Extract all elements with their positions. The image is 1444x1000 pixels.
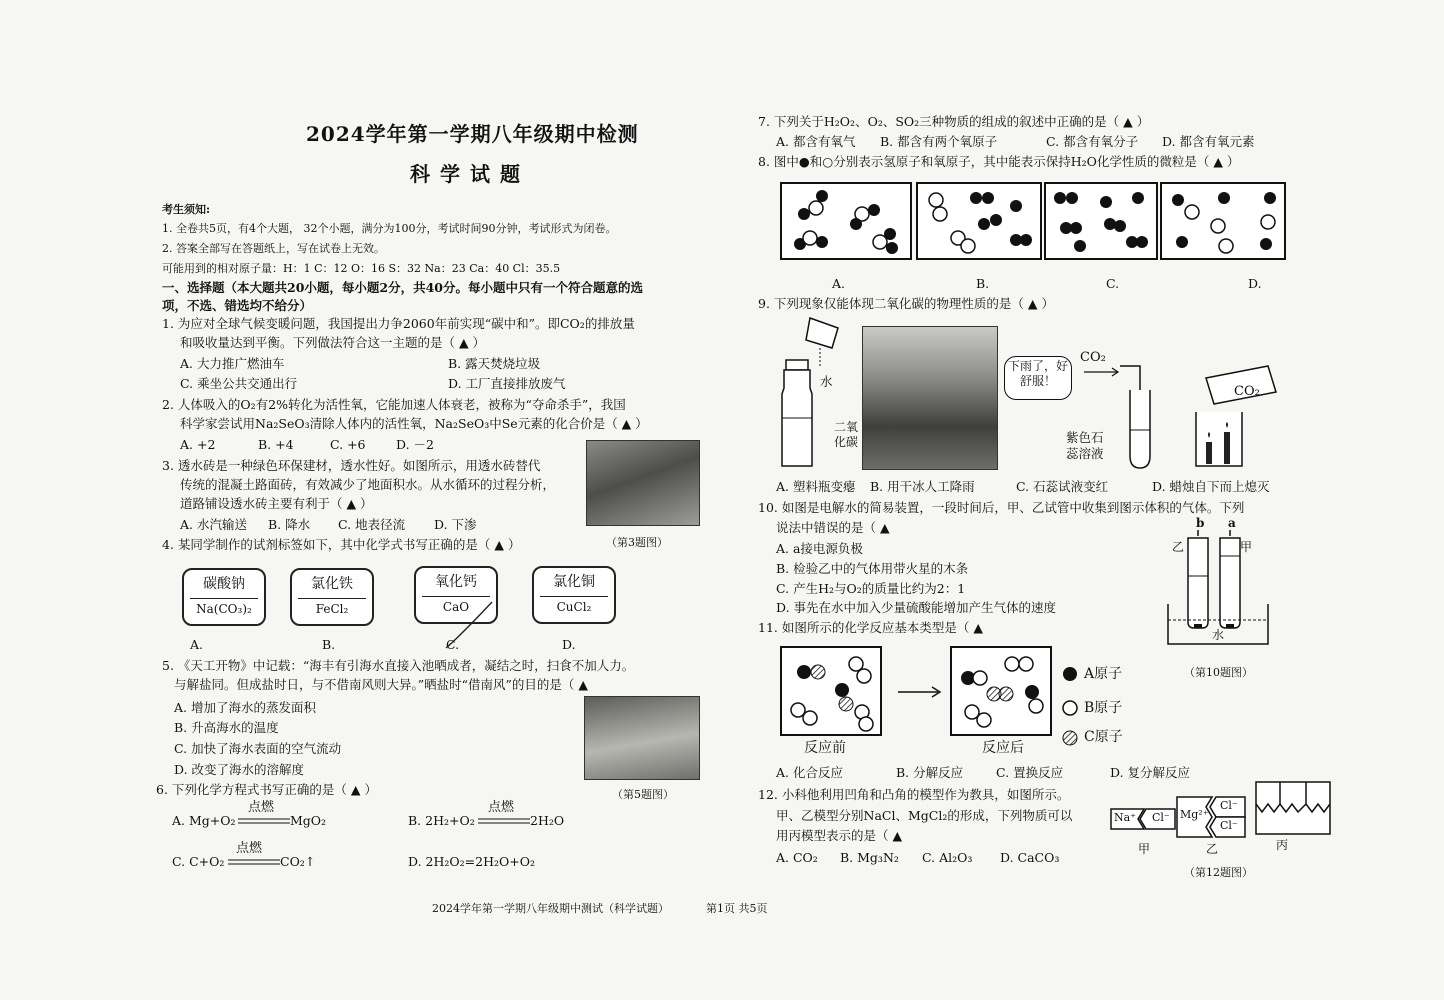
electrode-a-label: a	[1228, 516, 1236, 530]
q9-option-b: B. 用干冰人工降雨	[870, 479, 975, 494]
q12-option-d: D. CaCO₃	[1000, 850, 1060, 865]
q8-option-b: B.	[976, 276, 990, 291]
q11-stem: 11. 如图所示的化学反应基本类型是（ ▲	[758, 620, 983, 635]
q9-co2-label: CO₂	[1080, 350, 1106, 365]
q10-option-a: A. a接电源负极	[776, 541, 863, 556]
q8-option-c: C.	[1106, 276, 1120, 291]
q3-option-b: B. 降水	[268, 517, 311, 532]
cl-ion: Cl⁻	[1152, 811, 1170, 824]
q5-caption: （第5题图）	[612, 788, 674, 801]
notice-item-2: 2. 答案全部写在答题纸上，写在试卷上无效。	[162, 242, 385, 255]
legend-a: A原子	[1084, 666, 1123, 682]
q6-option-b-right: 2H₂O	[530, 813, 565, 828]
q3-option-c: C. 地表径流	[338, 517, 406, 532]
speech-bubble: 下雨了，好舒服！	[1004, 356, 1072, 400]
q1-option-b: B. 露天焚烧垃圾	[448, 356, 541, 371]
after-label: 反应后	[982, 740, 1024, 756]
q12-stem: 12. 小科他利用凹角和凸角的模型作为教具，如图所示。	[758, 787, 1070, 802]
q6-option-c-right: CO₂↑	[280, 854, 316, 869]
q8-box-a	[780, 182, 912, 260]
q8-stem: 8. 图中●和○分别表示氢原子和氧原子，其中能表示保持H₂O化学性质的微粒是（ ▲ ）	[758, 154, 1240, 169]
notice-heading: 考生须知:	[162, 203, 211, 216]
reagent-name: 氯化铁	[311, 576, 353, 592]
reagent-formula: CaO	[442, 600, 470, 614]
q1-stem-2: 和吸收量达到平衡。下列做法符合这一主题的是（ ▲ ）	[180, 335, 486, 350]
model-bing	[1254, 780, 1332, 836]
molecule-diagram	[782, 184, 910, 258]
molecule-diagram	[918, 184, 1040, 258]
legend-icons	[1060, 664, 1080, 750]
q6-option-c-left: C. C+O₂	[172, 854, 225, 869]
q2-stem: 2. 人体吸入的O₂有2%转化为活性氧，它能加速人体衰老，被称为“夺命杀手”，我国	[162, 397, 626, 412]
q10-option-c: C. 产生H₂与O₂的质量比约为2：1	[776, 581, 966, 596]
label-bing: 丙	[1276, 838, 1289, 852]
q2-option-c: C. +6	[330, 437, 366, 452]
reagent-name: 氯化铜	[553, 574, 595, 590]
q3-stem-3: 道路铺设透水砖主要有利于（ ▲ ）	[180, 496, 373, 511]
equals-line	[228, 859, 280, 865]
q10-option-b: B. 检验乙中的气体用带火星的木条	[776, 561, 969, 576]
q8-box-b	[916, 182, 1042, 260]
pen-mark	[440, 596, 500, 656]
q11-option-a: A. 化合反应	[776, 765, 843, 780]
notice-item-1: 1. 全卷共5页，有4个大题， 32个小题，满分为100分，考试时间90分钟，考试形式为闭卷。	[162, 222, 617, 235]
q11-option-c: C. 置换反应	[996, 765, 1064, 780]
q4-option-b: B.	[322, 637, 336, 652]
q8-box-d	[1160, 182, 1286, 260]
q2-stem-2: 科学家尝试用Na₂SeO₃清除人体内的活性氧，Na₂SeO₃中Se元素的化合价是（ ▲ ）	[180, 416, 648, 431]
q6-condition-a: 点燃	[248, 800, 275, 815]
q6-option-a-left: A. Mg+O₂	[172, 813, 236, 828]
q2-option-d: D. －2	[396, 437, 434, 452]
section-heading-2: 项，不选、错选均不给分）	[162, 298, 313, 313]
q3-caption: （第3题图）	[606, 536, 668, 549]
reagent-name: 氧化钙	[435, 574, 477, 590]
atomic-mass: 可能用到的相对原子量：H：1 C：12 O：16 S：32 Na：23 Ca：40 Cl：35.5	[162, 262, 561, 275]
q9-rain-cartoon	[862, 326, 998, 470]
q9-option-c: C. 石蕊试液变红	[1016, 479, 1109, 494]
q5-option-c: C. 加快了海水表面的空气流动	[174, 741, 342, 756]
q9-litmus-label: 紫色石蕊溶液	[1066, 430, 1104, 461]
q9-water-label: 水	[820, 374, 833, 389]
q1-option-d: D. 工厂直接排放废气	[448, 376, 566, 391]
after-reaction-box	[950, 646, 1052, 736]
q7-option-d: D. 都含有氧元素	[1162, 134, 1255, 149]
candle-beaker-figure	[1172, 362, 1284, 472]
q5-saltfield-photo	[584, 696, 700, 780]
page-subtitle: 科学试题	[410, 162, 530, 186]
q12-option-a: A. CO₂	[776, 850, 818, 865]
page-title: 2024学年第一学期八年级期中检测	[306, 122, 639, 146]
q8-option-a: A.	[832, 276, 846, 291]
q6-condition-b: 点燃	[488, 800, 515, 815]
molecule-diagram	[1162, 184, 1284, 258]
cl-ion-1: Cl⁻	[1220, 799, 1238, 812]
q3-road-photo	[586, 440, 700, 526]
q3-option-a: A. 水汽输送	[180, 517, 247, 532]
reagent-formula: Na(CO₃)₂	[196, 602, 252, 616]
footer-title: 2024学年第一学期八年级期中测试（科学试题）	[432, 902, 669, 915]
q1-option-c: C. 乘坐公共交通出行	[180, 376, 298, 391]
q9-option-d: D. 蜡烛自下而上熄灭	[1152, 479, 1270, 494]
reagent-label-a	[182, 568, 266, 626]
q4-stem: 4. 某同学制作的试剂标签如下，其中化学式书写正确的是（ ▲ ）	[162, 537, 521, 552]
tube-jia-label: 甲	[1240, 540, 1253, 554]
page-number: 第1页 共5页	[706, 902, 768, 915]
q5-option-d: D. 改变了海水的溶解度	[174, 762, 305, 777]
q8-box-c	[1044, 182, 1158, 260]
legend-b: B原子	[1084, 700, 1123, 716]
molecule-diagram	[1046, 184, 1156, 258]
q10-option-d: D. 事先在水中加入少量硫酸能增加产生气体的速度	[776, 600, 1057, 615]
label-jia: 甲	[1138, 842, 1151, 856]
q4-option-c: C.	[446, 637, 460, 652]
label-yi: 乙	[1206, 842, 1219, 856]
reagent-formula: FeCl₂	[315, 602, 349, 616]
particles-after	[952, 648, 1050, 734]
q5-stem: 5. 《天工开物》中记载：“海丰有引海水直接入池晒成者，凝结之时，扫食不加人力。	[162, 658, 635, 673]
q11-option-b: B. 分解反应	[896, 765, 964, 780]
electrode-b-label: b	[1196, 516, 1205, 530]
tube-yi-label: 乙	[1172, 540, 1185, 554]
equals-line	[478, 818, 530, 824]
q3-stem-2: 传统的混凝土路面砖，有效减少了地面积水。从水循环的过程分析，	[180, 477, 556, 492]
q6-option-d: D. 2H₂O₂=2H₂O+O₂	[408, 854, 535, 869]
reagent-name: 碳酸钠	[203, 576, 245, 592]
q1-option-a: A. 大力推广燃油车	[180, 356, 285, 371]
q9-option-a: A. 塑料瓶变瘪	[776, 479, 856, 494]
q1-stem: 1. 为应对全球气候变暖问题，我国提出力争2060年前实现“碳中和”。即CO₂的排放量	[162, 316, 635, 331]
q6-stem: 6. 下列化学方程式书写正确的是（ ▲ ）	[156, 782, 377, 797]
q8-option-d: D.	[1248, 276, 1262, 291]
before-reaction-box	[780, 646, 882, 736]
q7-option-a: A. 都含有氧气	[776, 134, 856, 149]
q10-stem: 10. 如图是电解水的简易装置，一段时间后，甲、乙试管中收集到图示体积的气体。下列	[758, 500, 1245, 515]
q3-option-d: D. 下渗	[434, 517, 477, 532]
before-label: 反应前	[804, 740, 846, 756]
q12-option-c: C. Al₂O₃	[922, 850, 973, 865]
q4-option-d: D.	[562, 637, 576, 652]
na-ion: Na⁺	[1114, 811, 1136, 824]
q7-option-c: C. 都含有氧分子	[1046, 134, 1139, 149]
q2-option-b: B. +4	[258, 437, 294, 452]
legend-c: C原子	[1084, 729, 1123, 745]
q12-option-b: B. Mg₃N₂	[840, 850, 899, 865]
q9-co2-bottle-label: 二氧化碳	[834, 420, 859, 449]
q5-stem-2: 与解盐同。但成盐时日，与不借南风则大异。”晒盐时“借南风”的目的是（ ▲	[174, 677, 589, 692]
particles-before	[782, 648, 880, 734]
q12-caption: （第12题图）	[1184, 866, 1253, 879]
reaction-arrow	[898, 686, 942, 698]
q12-stem-3: 用丙模型表示的是（ ▲	[776, 828, 903, 843]
reagent-formula: CuCl₂	[556, 600, 592, 614]
q11-option-d: D. 复分解反应	[1110, 765, 1191, 780]
q9-stem: 9. 下列现象仅能体现二氧化碳的物理性质的是（ ▲ ）	[758, 296, 1054, 311]
cl-ion-2: Cl⁻	[1220, 819, 1238, 832]
q5-option-a: A. 增加了海水的蒸发面积	[174, 700, 316, 715]
q6-option-b-left: B. 2H₂+O₂	[408, 813, 475, 828]
reagent-label-d	[532, 566, 616, 624]
reagent-label-b	[290, 568, 374, 626]
section-heading: 一、选择题（本大题共20小题，每小题2分，共40分。每小题中只有一个符合题意的选	[162, 280, 643, 295]
q7-option-b: B. 都含有两个氧原子	[880, 134, 998, 149]
q5-option-b: B. 升高海水的温度	[174, 720, 279, 735]
q6-option-a-right: MgO₂	[290, 813, 327, 828]
mg-ion: Mg²⁺	[1180, 808, 1209, 821]
q2-option-a: A. +2	[180, 437, 216, 452]
q10-caption: （第10题图）	[1184, 666, 1253, 679]
q12-stem-2: 甲、乙模型分别NaCl、MgCl₂的形成，下列物质可以	[776, 808, 1073, 823]
q3-stem: 3. 透水砖是一种绿色环保建材，透水性好。如图所示，用透水砖替代	[162, 458, 541, 473]
q9-co2-beaker-label: CO₂	[1234, 384, 1260, 399]
q4-option-a: A.	[190, 637, 204, 652]
equals-line	[238, 818, 290, 824]
q7-stem: 7. 下列关于H₂O₂、O₂、SO₂三种物质的组成的叙述中正确的是（ ▲ ）	[758, 114, 1150, 129]
water-label: 水	[1212, 628, 1225, 642]
q6-condition-c: 点燃	[236, 841, 263, 856]
q10-stem-2: 说法中错误的是（ ▲	[776, 520, 890, 535]
